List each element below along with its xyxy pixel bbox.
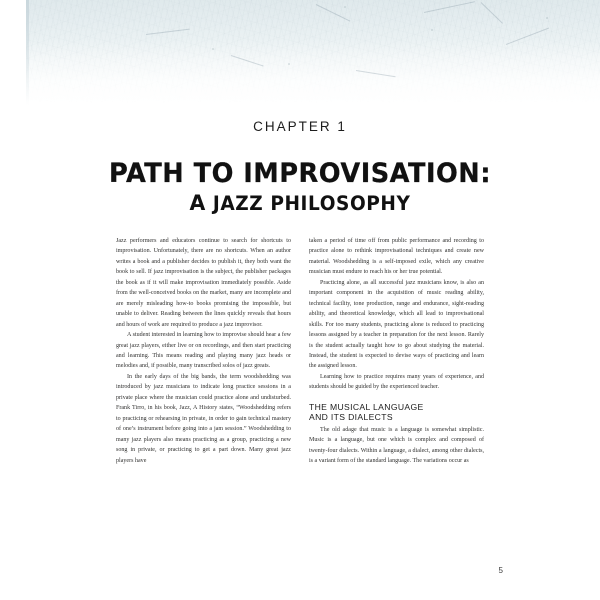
paper-speck [344,6,346,8]
paragraph: Jazz performers and educators continue to search for shortcuts to improvisation. Unfortunately, there are no shortcuts. When an author writes a book and a publisher decides to publish it, they both want the book to sell. If jazz improvisation is the subject, the publisher packages the book as if it will make improvisation immediately possible. Aside from the well-conceived books on the market, many are incomplete and are merely misleading how-to books promising the impossible, but unable to deliver. Reading between the lines quickly reveals that hours and hours of work are required to produce a jazz improvisor. [116,238,291,328]
paper-fiber-pattern [26,0,600,105]
paper-texture-band [26,0,600,105]
section-heading-line-2: AND ITS DIALECTS [309,412,393,423]
paragraph: In the early days of the big bands, the term woodshedding was introduced by jazz musicians to indicate long practice sessions in a private place where the musician could practice alone and undisturbed. Frank Tirro, in his book, Jazz, A History states, “Woodshedding refers to practicing or rehearsing in private, in order to gain technical mastery of one’s instrument before going into a jam session.” Woodshedding to many jazz players also means practicing as a group, practicing a new song in private, or practicing to get a part down. Many great jazz players have [116,373,291,464]
paper-speck [212,48,214,50]
paragraph: Practicing alone, as all successful jazz musicians know, is also an important component in the acquisition of music reading ability, technical facility, tone production, range and endurance, sight-reading ability, and theoretical knowledge, which all lead to improvisational skills. For too many students, practicing alone is reduced to practicing lessons assigned by a teacher in preparation for the next lesson. Rarely is the student actually taught how to go about studying the material. Instead, the student is expected to devise ways of practicing and learn the assigned lesson. [309,279,484,370]
paper-speck [431,29,433,31]
section-heading [309,402,484,423]
paragraph: The old adage that music is a language is somewhat simplistic. Music is a language, but one which is complex and composed of twenty-four dialects. Within a language, a dialect, among other dialects, is a variant form of the standard language. The variations occur as [309,426,484,465]
paper-speck [288,63,290,65]
chapter-title [0,160,600,217]
paragraph: Learning how to practice requires many years of experience, and students should be guided by the experienced teacher. [309,373,484,391]
body-columns [116,236,484,467]
chapter-title-line-1: PATH TO IMPROVISATION: [109,158,491,189]
section-heading-line-1: THE MUSICAL LANGUAGE [309,401,424,412]
chapter-title-line-2 [15,192,585,217]
paragraph: A student interested in learning how to improvise should hear a few great jazz players, either live or on recordings, and then start practicing and learning. This means reading and playing many jazz heads or melodies and, if possible, many transcribed solos of jazz greats. [116,332,291,370]
chapter-title-lead-cap: A [189,191,206,217]
chapter-label: CHAPTER 1 [253,119,347,134]
paper-speck [546,17,548,19]
right-column [309,236,484,467]
left-column [116,236,291,467]
chapter-subtitle-text: JAZZ PHILOSOPHY [212,192,411,216]
paper-band-left-edge [26,0,29,105]
paragraph: taken a period of time off from public performance and recording to practice alone to rethink improvisational techniques and create new material. Woodshedding is a self-imposed exile, which any creative musician must endure to reach his or her true potential. [309,238,484,276]
page-number: 5 [498,566,503,575]
